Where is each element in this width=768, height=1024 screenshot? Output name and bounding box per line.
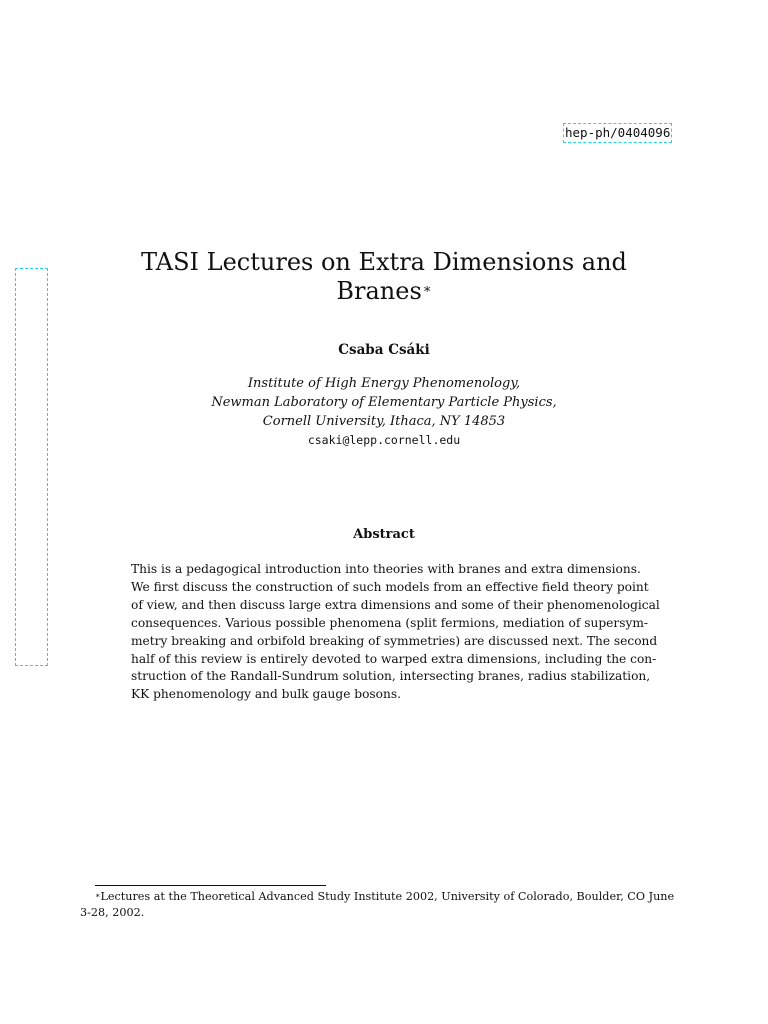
title-footnote-mark[interactable]: ∗: [422, 282, 432, 298]
title-line-1: TASI Lectures on Extra Dimensions and: [141, 248, 627, 277]
footnote-mark: ∗: [95, 891, 101, 900]
title-line-2: [80, 277, 688, 306]
footnote-line-2: 3-28, 2002.: [80, 906, 145, 919]
abstract-line: of view, and then discuss large extra dimensions and some of their phenomenological: [131, 597, 660, 612]
footnote-rule: [95, 885, 326, 886]
abstract-line: half of this review is entirely devoted to warped extra dimensions, including the con-: [131, 651, 657, 666]
author-name: Csaba Csáki: [338, 342, 430, 358]
abstract-heading: Abstract: [353, 527, 415, 542]
abstract-line: metry breaking and orbifold breaking of symmetries) are discussed next. The second: [131, 633, 658, 648]
abstract-line: This is a pedagogical introduction into theories with branes and extra dimensions.: [131, 562, 641, 576]
footnote-line-1-text: Lectures at the Theoretical Advanced Study Institute 2002, University of Colorado, Boulder, CO June: [100, 890, 675, 903]
affiliation-line-2: Newman Laboratory of Elementary Particle Physics,: [211, 395, 557, 410]
paper-title: [80, 248, 688, 306]
abstract-line: KK phenomenology and bulk gauge bosons.: [131, 687, 401, 702]
footnote-line-1: [95, 889, 675, 905]
affiliation-line-1: Institute of High Energy Phenomenology,: [247, 376, 521, 391]
author-email[interactable]: csaki@lepp.cornell.edu: [307, 433, 461, 447]
footnote: [80, 889, 675, 921]
abstract-body: [131, 561, 660, 704]
affiliation: [0, 374, 768, 431]
abstract-line: struction of the Randall-Sundrum solution, intersecting branes, radius stabilization,: [131, 669, 651, 684]
arxiv-id-link[interactable]: hep-ph/0404096: [563, 123, 672, 143]
arxiv-sidebar-link-box[interactable]: [15, 268, 48, 666]
abstract-line: We first discuss the construction of such models from an effective field theory point: [131, 579, 649, 594]
abstract-line: consequences. Various possible phenomena (split fermions, mediation of supersym-: [131, 615, 649, 630]
title-line-2-text: Branes: [336, 277, 422, 306]
affiliation-line-3: Cornell University, Ithaca, NY 14853: [262, 414, 506, 429]
